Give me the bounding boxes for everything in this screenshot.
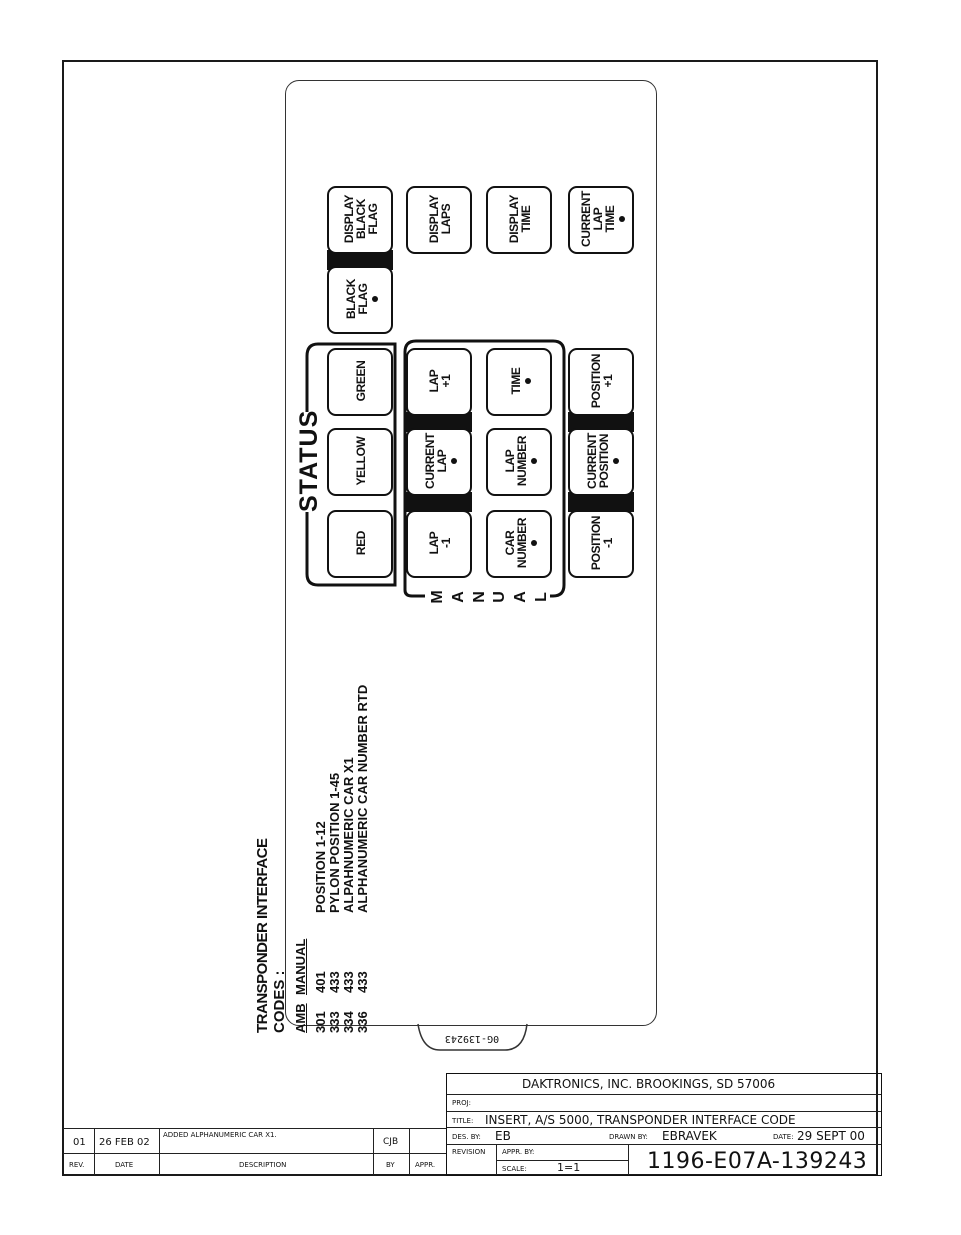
drawing-number: 1196-E07A-139243	[647, 1149, 868, 1174]
label-position-plus-1: POSITION +1	[589, 353, 615, 409]
date-label: DATE:	[773, 1133, 794, 1141]
col-manual: MANUAL	[293, 938, 308, 995]
label-black-flag: BLACK FLAG	[328, 265, 394, 333]
hdr-date: DATE	[115, 1161, 134, 1169]
title-label: TITLE:	[452, 1117, 474, 1125]
title-text: INSERT, A/S 5000, TRANSPONDER INTERFACE CODE	[485, 1113, 796, 1127]
hdr-by: BY	[386, 1161, 395, 1169]
label-position-minus-1: POSITION -1	[589, 515, 615, 571]
label-time: TIME	[487, 347, 553, 415]
indicator-dot	[619, 216, 625, 222]
hdr-description: DESCRIPTION	[239, 1161, 287, 1169]
label-red: RED	[354, 530, 368, 556]
scale-label: SCALE:	[502, 1165, 527, 1173]
label-lap-minus-1: LAP -1	[427, 531, 453, 555]
codes-section: TRANSPONDER INTERFACE CODES : AMB MANUAL 301 401 POSITION 1-12 333 433 PYLON POSITION 1-45 334 433 ALPAHNUMERIC CAR X1 336 433 ALPHANUMERIC CAR NUMBER RTD	[254, 684, 370, 1033]
label-yellow: YELLOW	[354, 436, 368, 486]
indicator-dot	[451, 458, 457, 464]
appr-by-label: APPR. BY:	[502, 1148, 535, 1156]
rev-date: 26 FEB 02	[99, 1137, 150, 1148]
drawn-by: EBRAVEK	[662, 1129, 717, 1143]
indicator-dot	[531, 540, 537, 546]
indicator-dot	[613, 458, 619, 464]
des-by-label: DES. BY:	[452, 1133, 481, 1141]
proj-label: PROJ:	[452, 1099, 472, 1107]
hdr-rev: REV.	[69, 1161, 85, 1169]
label-green: GREEN	[354, 360, 368, 402]
drawn-by-label: DRAWN BY:	[609, 1133, 648, 1141]
codes-heading: TRANSPONDER INTERFACE	[254, 838, 271, 1033]
rev-by: CJB	[383, 1137, 399, 1147]
indicator-dot	[372, 296, 378, 302]
label-current-lap: CURRENT LAP	[407, 427, 473, 495]
manual-label: M A N U A L	[430, 588, 550, 606]
col-amb: AMB	[293, 1003, 308, 1033]
label-current-position: CURRENT POSITION	[569, 427, 635, 495]
des-by: EB	[495, 1129, 511, 1143]
indicator-dot	[531, 458, 537, 464]
label-car-number: CAR NUMBER	[487, 509, 553, 577]
codes-heading-2: CODES :	[271, 970, 288, 1033]
revision-label: REVISION	[452, 1148, 486, 1156]
rev-description: ADDED ALPHANUMERIC CAR X1.	[163, 1131, 277, 1139]
label-display-laps: DISPLAY LAPS	[427, 194, 453, 244]
indicator-dot	[525, 378, 531, 384]
rev-number: 01	[73, 1137, 86, 1148]
status-label: STATUS	[295, 409, 323, 512]
tab-label: 0G-139243	[444, 1033, 500, 1044]
hdr-appr: APPR.	[415, 1161, 436, 1169]
label-display-time: DISPLAY TIME	[507, 194, 533, 244]
date-value: 29 SEPT 00	[797, 1129, 865, 1143]
label-display-black-flag: DISPLAY BLACK FLAG	[342, 194, 380, 244]
title-block	[446, 1073, 882, 1176]
company: DAKTRONICS, INC. BROOKINGS, SD 57006	[522, 1077, 776, 1091]
label-lap-number: LAP NUMBER	[487, 427, 553, 495]
scale-value: 1=1	[557, 1161, 581, 1174]
label-current-lap-time: CURRENT LAP TIME	[569, 185, 635, 253]
revision-block	[63, 1128, 447, 1175]
label-lap-plus-1: LAP +1	[427, 369, 453, 393]
